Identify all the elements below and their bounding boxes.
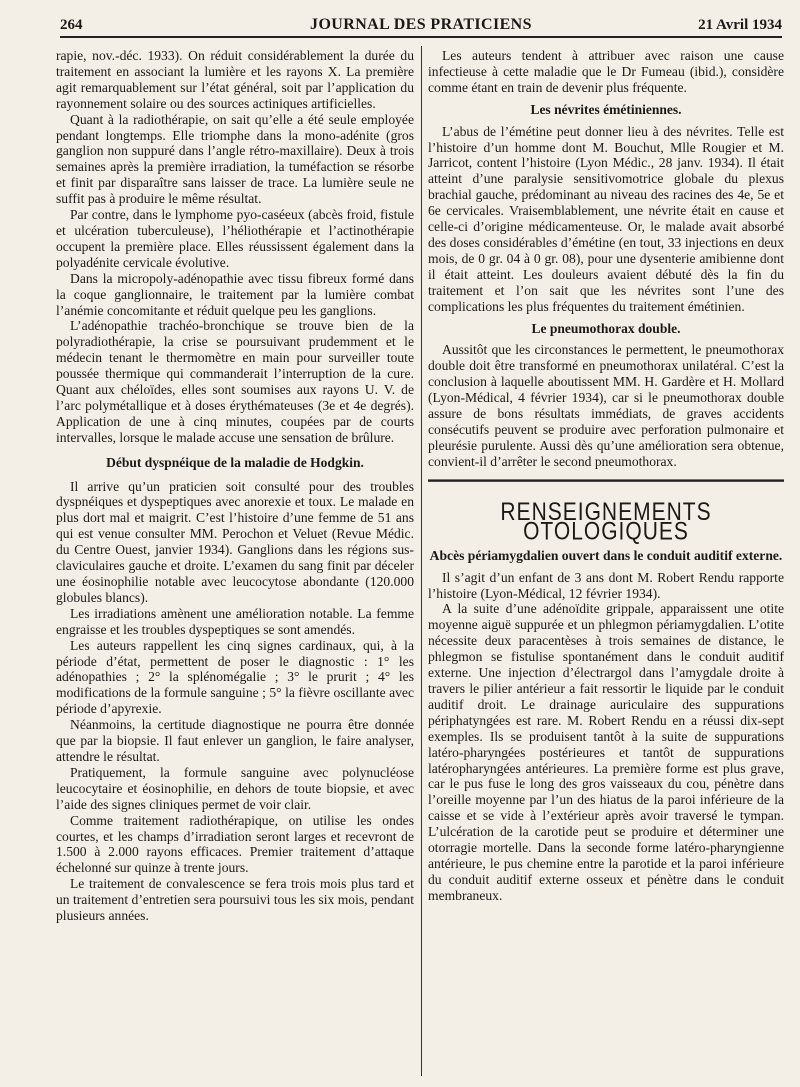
journal-title: JOURNAL DES PRATICIENS — [310, 16, 532, 33]
paragraph: Le traitement de convalescence se fera trois mois plus tard et un traitement d’entretien sera poursuivi tous les six mois, pendant plusieurs années. — [56, 876, 414, 924]
issue-date: 21 Avril 1934 — [698, 17, 782, 33]
article-heading: Abcès périamygdalien ouvert dans le conduit auditif externe. — [429, 547, 783, 563]
section-title: RENSEIGNEMENTS OTOLOGIQUES — [428, 479, 784, 534]
paragraph: Dans la micropoly-adénopathie avec tissu fibreux formé dans la coque ganglionnaire, le traitement par la lumière combat l’anémie concomitante et réduit quelque peu les ganglions. — [56, 270, 414, 318]
paragraph: rapie, nov.-déc. 1933). On réduit considérablement la durée du traitement en associant la lumière et les rayons X. La première agit remarquablement sur l’état général, soit par l’application du rayonnement solaire ou des sources actiniques artificielles. — [56, 48, 414, 111]
paragraph: Par contre, dans le lymphome pyo-caséeux (abcès froid, fistule et ulcération tuberculeuse), l’héliothérapie et l’actinothérapie occupent la première place. Elles réussissent également dans la polyadénite cervicale évolutive. — [56, 207, 414, 270]
paragraph: Pratiquement, la formule sanguine avec polynucléose leucocytaire et éosinophilie, en dehors de toute biopsie, et avec l’aide des signes cliniques permet de voir clair. — [56, 764, 414, 812]
paragraph: L’abus de l’émétine peut donner lieu à des névrites. Telle est l’histoire d’un homme dont M. Bouchut, Mlle Rougier et M. Jarricot, content l’histoire (Lyon Médic., 28 janv. 1934). Il était atteint d’une paralysie sensitivomotrice globale du plexus brachial gauche, prédominant au niveau des racines des 4e, 5e et 6e cervicales. Vraisemblablement, une névrite était en cause et celle-ci d’origine médicamenteuse. Or, le malade avait absorbé des doses considérables d’émétine (en tout, 33 injections en deux mois, de 0 gr. 04 à 0 gr. 08), pour une dysenterie amibienne dont il était atteint. Les douleurs avaient débuté dès la fin du traitement et l’on sait que les névrites sont l’une des complications les plus fréquentes du traitement émétinien. — [428, 123, 784, 314]
article-heading: Les névrites émétiniennes. — [530, 101, 682, 117]
article-heading: Le pneumothorax double. — [531, 320, 681, 336]
column-divider — [421, 46, 422, 1076]
paragraph: L’adénopathie trachéo-bronchique se trouve bien de la polyradiothérapie, la crise se poursuivant prudemment et le médecin tenant le thermomètre en main pour surveiller toute poussée thermique qui commanderait l’interruption de la cure. Quant aux chéloïdes, elles sont soumises aux rayons U. V. de l’arc polymétallique et à doses érythémateuses (3e et 4e degrés). Application de une à cinq minutes, coupées par de courts intervalles, lorsque le malade accuse une sensation de brûlure. — [56, 318, 414, 445]
paragraph: Il s’agit d’un enfant de 3 ans dont M. Robert Rendu rapporte l’histoire (Lyon-Médical, 12 février 1934). — [428, 569, 784, 601]
left-column — [56, 48, 414, 924]
paragraph: Quant à la radiothérapie, on sait qu’elle a été seule employée pendant longtemps. Elle triomphe dans la mono-adénite (gros ganglion non suppuré dans l’angle rétro-maxillaire). Deux à trois semaines après la première irradiation, la tuméfaction se résorbe et finit par disparaître sans laisser de trace. La lumière seule ne suffit pas à produire le même résultat. — [56, 111, 414, 207]
paragraph: Comme traitement radiothérapique, on utilise les ondes courtes, et les champs d’irradiation seront larges et recevront de 1.500 à 2.000 rayons efficaces. Premier traitement d’attaque échelonné sur quinze à trente jours. — [56, 812, 414, 876]
right-column — [428, 48, 784, 904]
paragraph: Il arrive qu’un praticien soit consulté pour des troubles dyspnéiques et dyspeptiques avec anorexie et toux. Le malade en plus dort mal et maigrit. C’est l’histoire d’une femme de 51 ans qui est venue consulter MM. Perochon et Veluet (Revue Médic. du Centre Ouest, janvier 1934). Ganglions dans les régions sus-claviculaires gauche et droite. L’examen du sang finit par déceler une éosinophilie notable avec leucocytose abondante (120.000 globules blancs). — [56, 478, 414, 605]
paragraph: Les auteurs rappellent les cinq signes cardinaux, qui, à la période d’état, permettent de poser le diagnostic : 1° les adénopathies ; 2° la splénomégalie ; 3° le prurit ; 4° les modifications de la formule sanguine ; 5° la fièvre oscillante avec période d’apyrexie. — [56, 637, 414, 717]
paragraph: A la suite d’une adénoïdite grippale, apparaissent une otite moyenne aiguë suppurée et un phlegmon périamygdalien. L’otite nécessite deux paracentèses à trois semaines de distance, le phlegmon se fistulise spontanément dans le conduit auditif externe. Une injection d’électrargol dans l’amygdale droite à travers le pilier antérieur a fait ressortir le liquide par le conduit auditif droit. Le drainage auriculaire des suppurations périphatyngées est rare. M. Robert Rendu en a réussi dix-sept exemples. Ils se produisent tantôt à la suite de suppurations latéro-pharyngées postérieures et tantôt de suppurations latéropharyngées antérieures. La première forme est plus grave, car le pus fuse le long des gros vaisseaux du cou, pénètre dans l’oreille moyenne par l’un des hiatus de la paroi inférieure de la caisse et se vide à l’extérieur après avoir traversé le tympan. L’ulcération de la carotide peut se produire et déterminer une otorragie mortelle. Dans la seconde forme latéro-pharyngienne antérieure, le pus chemine entre la parotide et la paroi inférieure du conduit auditif externe osseux et pénètre dans le conduit membraneux. — [428, 601, 784, 903]
paragraph: Les irradiations amènent une amélioration notable. La femme engraisse et les troubles dyspeptiques se sont amendés. — [56, 605, 414, 637]
page-header — [60, 14, 782, 38]
paragraph: Néanmoins, la certitude diagnostique ne pourra être donnée que par la biopsie. Il faut enlever un ganglion, le faire analyser, attendre le résultat. — [56, 717, 414, 764]
paragraph: Les auteurs tendent à attribuer avec raison une cause infectieuse à cette maladie que le Dr Fumeau (ibid.), considère comme étant en train de devenir plus fréquente. — [428, 48, 784, 95]
paragraph: Aussitôt que les circonstances le permettent, le pneumothorax double doit être transformé en pneumothorax unilatéral. C’est la conclusion à laquelle aboutissent MM. H. Gardère et H. Mollard (Lyon-Médical, 4 février 1934), car si le pneumothorax double assure de bons résultats immédiats, de graves accidents consécutifs peuvent se produire avec perforation pulmonaire et pleurésie purulente. Aussi dès qu’une amélioration sera obtenue, convient-il d’arrêter le second pneumothorax. — [428, 342, 784, 469]
article-heading: Début dyspnéique de la maladie de Hodgkin. — [106, 454, 364, 470]
page-number: 264 — [60, 17, 83, 33]
